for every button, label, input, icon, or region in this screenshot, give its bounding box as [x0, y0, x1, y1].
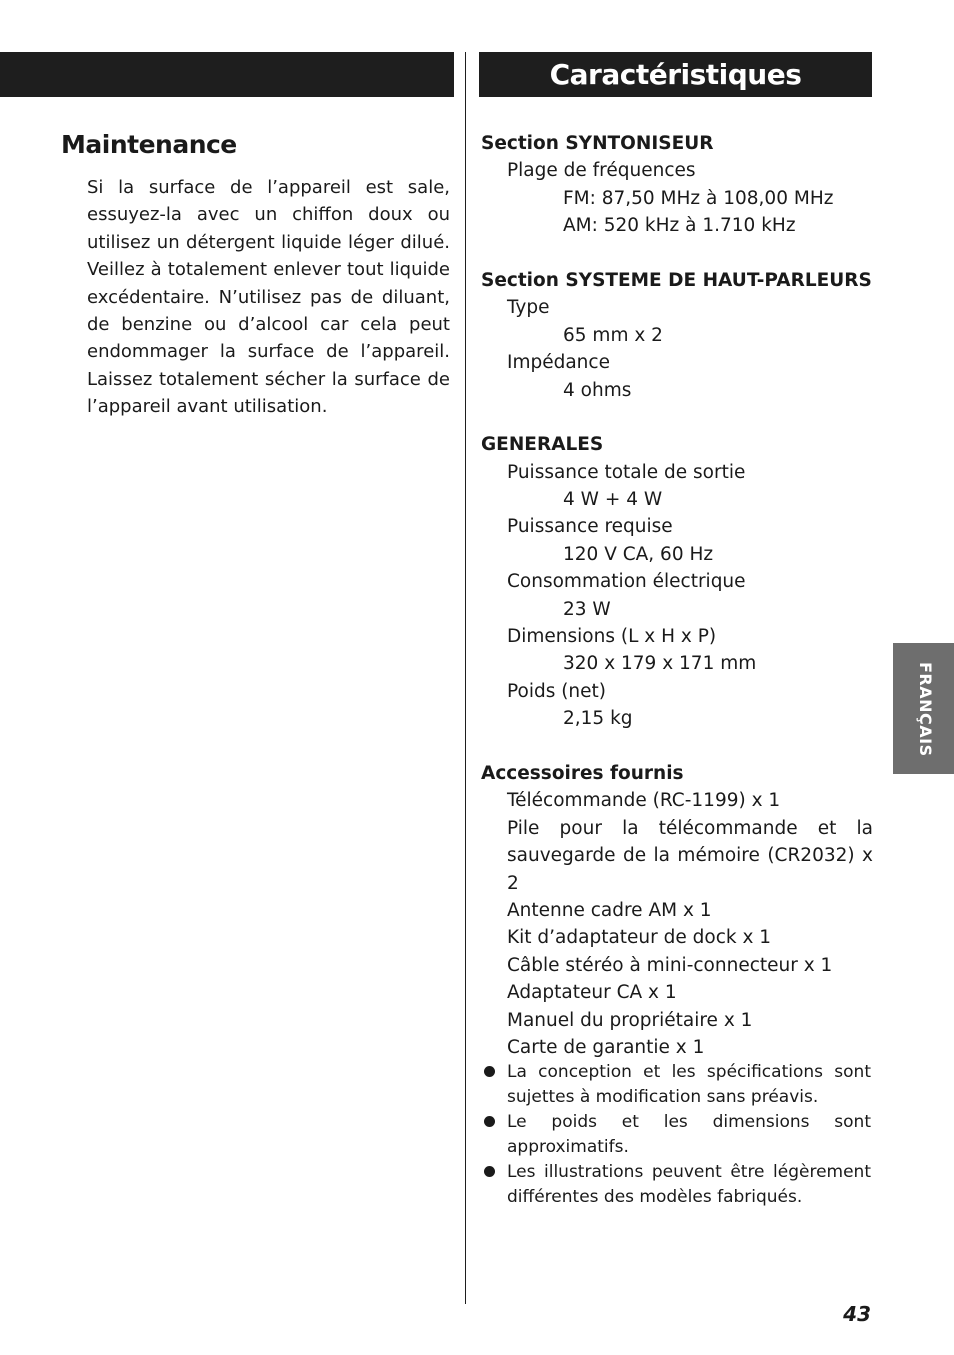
accessory-item: Carte de garantie x 1: [507, 1037, 705, 1059]
fm-range: FM: 87,50 MHz à 108,00 MHz: [563, 187, 834, 209]
am-range: AM: 520 kHz à 1.710 kHz: [563, 215, 796, 237]
note-item: [481, 1110, 871, 1160]
weight-label: Poids (net): [507, 680, 607, 702]
page-title: Caractéristiques: [549, 58, 802, 91]
note-text: Le poids et les dimensions sont approximatifs.: [507, 1112, 871, 1157]
output-value: 4 W + 4 W: [563, 489, 663, 511]
power-label: Puissance requise: [507, 516, 673, 538]
consumption-value: 23 W: [563, 598, 611, 620]
speaker-type-value: 65 mm x 2: [563, 324, 663, 346]
note-text: La conception et les spécifications sont sujettes à modification sans préavis.: [507, 1062, 871, 1107]
column-divider: [465, 52, 466, 1304]
specifications: [481, 130, 873, 1061]
impedance-label: Impédance: [507, 352, 610, 374]
consumption-label: Consommation électrique: [507, 571, 746, 593]
dimensions-label: Dimensions (L x H x P): [507, 626, 717, 648]
note-text: Les illustrations peuvent être légèrement différentes des modèles fabriqués.: [507, 1162, 871, 1207]
accessory-item: Adaptateur CA x 1: [507, 982, 677, 1004]
frequency-range-label: Plage de fréquences: [507, 160, 696, 182]
notes-list: [481, 1060, 871, 1210]
tuner-heading: Section SYNTONISEUR: [481, 133, 714, 154]
page-number: 43: [843, 1302, 871, 1326]
bullet-icon: [484, 1116, 495, 1127]
accessory-item: Kit d’adaptateur de dock x 1: [507, 927, 772, 949]
general-heading: GENERALES: [481, 434, 604, 456]
bullet-icon: [484, 1066, 495, 1077]
accessory-item: Pile pour la télécommande et la sauvegarde de la mémoire (CR2032) x 2: [507, 817, 873, 894]
accessories-heading: Accessoires fournis: [481, 762, 684, 784]
accessory-item: Manuel du propriétaire x 1: [507, 1009, 753, 1031]
accessory-item: Télécommande (RC-1199) x 1: [507, 790, 781, 812]
output-label: Puissance totale de sortie: [507, 461, 746, 483]
note-item: [481, 1060, 871, 1110]
note-item: [481, 1160, 871, 1210]
power-value: 120 V CA, 60 Hz: [563, 543, 714, 565]
accessory-item: Antenne cadre AM x 1: [507, 900, 712, 921]
accessory-item: Câble stéréo à mini-connecteur x 1: [507, 954, 833, 976]
maintenance-text: Si la surface de l’appareil est sale, essuyez-la avec un chiffon doux ou utilisez un détergent liquide léger dilué. Veillez à totalement enlever tout liquide excédentaire. N’utilisez pas de diluant, de benzine ou d’alcool car cela peut endommager la surface de l’appareil. Laissez totalement sécher la surface de l’appareil avant utilisation.: [87, 177, 450, 418]
speakers-heading: Section SYSTEME DE HAUT-PARLEURS: [481, 269, 872, 291]
impedance-value: 4 ohms: [563, 379, 632, 401]
dimensions-value: 320 x 179 x 171 mm: [563, 653, 757, 675]
speaker-type-label: Type: [507, 297, 550, 319]
language-tab-label: FRANÇAIS: [916, 662, 935, 757]
bullet-icon: [484, 1166, 495, 1177]
left-header-bar: [0, 52, 454, 97]
maintenance-heading: Maintenance: [61, 130, 237, 159]
weight-value: 2,15 kg: [563, 708, 633, 730]
